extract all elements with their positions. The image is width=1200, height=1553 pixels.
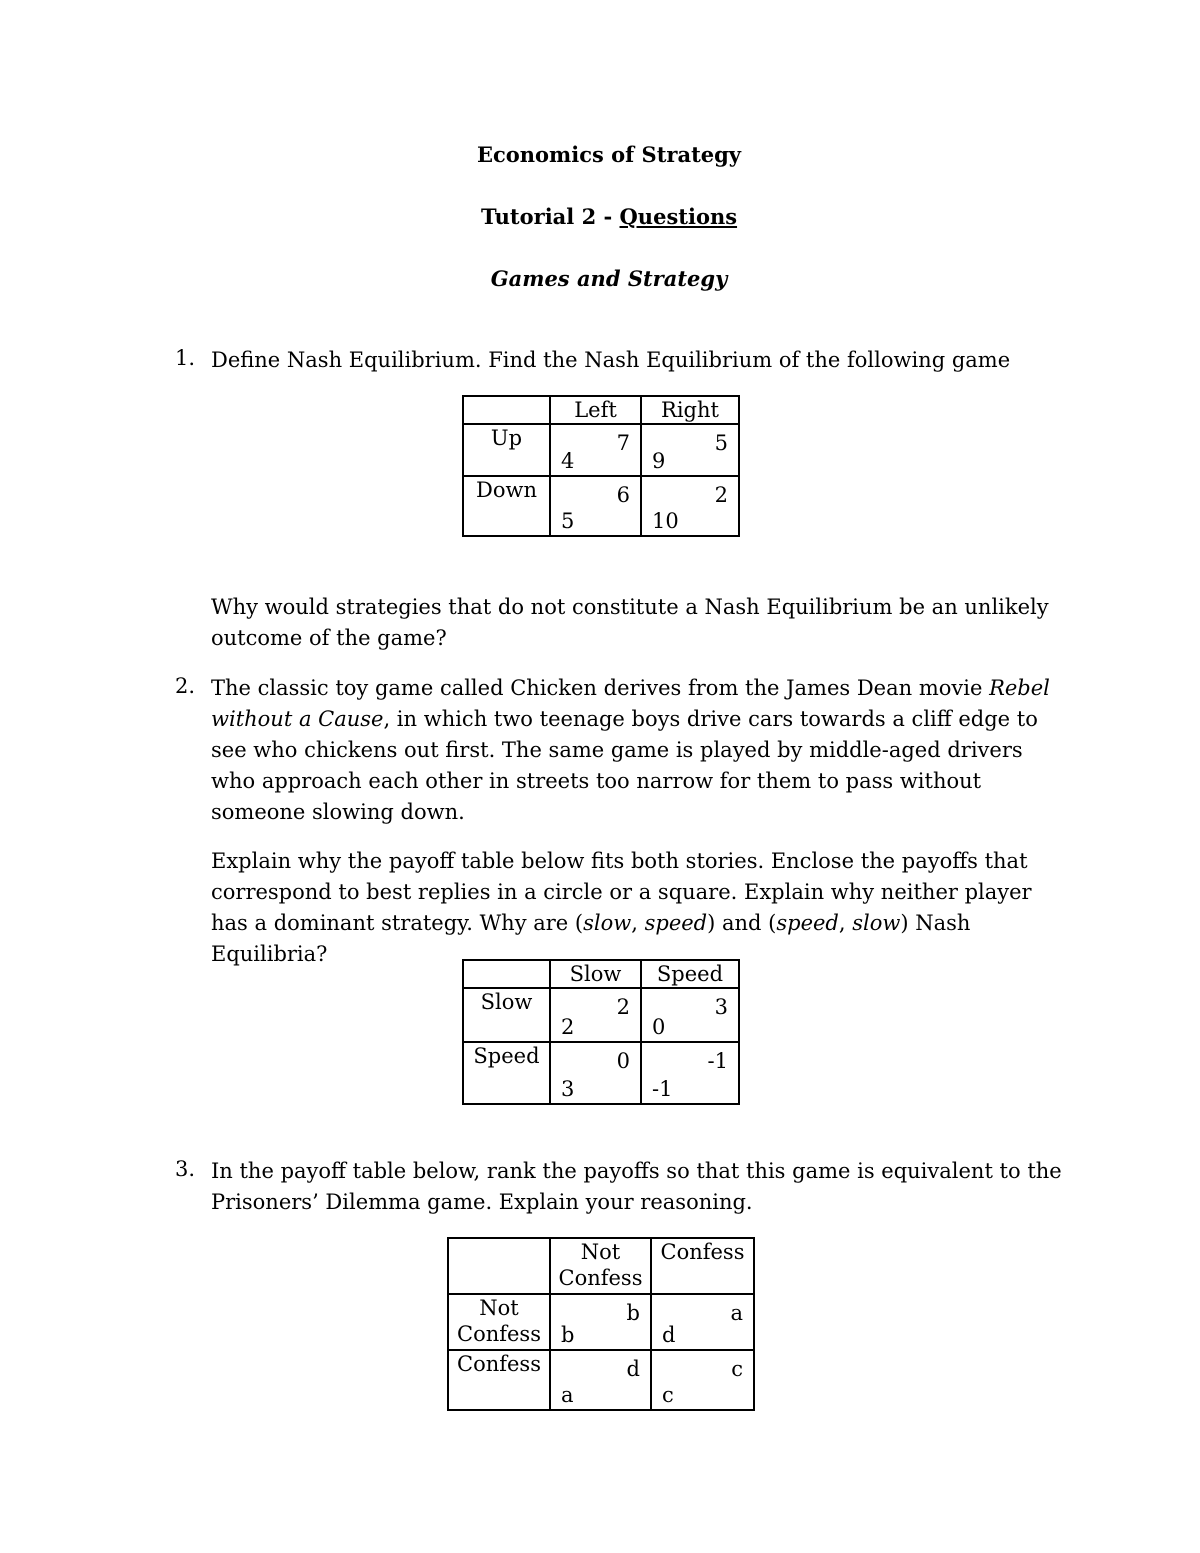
payoff-row-player: 0	[652, 1015, 666, 1039]
question-1-text: Define Nash Equilibrium. Find the Nash Equilibrium of the following game	[211, 348, 1011, 372]
movie-title: Rebel without a Cause	[211, 676, 1050, 731]
payoff-col-player: 2	[616, 995, 630, 1019]
payoff-col-player: 2	[714, 483, 728, 507]
text-span: Explain why the payoff table below fits both stories. Enclose the payoffs that correspond to best replies in a circle or a square. Explain why neither player has a dominant strategy. Why are (	[211, 849, 1032, 935]
text-span: ,	[838, 911, 853, 935]
payoff-row-player: c	[662, 1383, 674, 1407]
row-header: Not Confess	[448, 1294, 550, 1350]
question-2-number: 2.	[175, 674, 196, 698]
question-3-text: In the payoff table below, rank the payoffs so that this game is equivalent to the Prisoners’ Dilemma game. Explain your reasoning.	[211, 1159, 1062, 1214]
payoff-row-player: a	[561, 1383, 574, 1407]
text-span: ) Nash Equilibria?	[211, 911, 971, 966]
payoff-cell	[641, 476, 739, 536]
payoff-row-player: -1	[652, 1077, 673, 1101]
table-corner	[463, 396, 550, 424]
row-header: Confess	[448, 1350, 550, 1410]
payoff-row-player: 3	[561, 1077, 575, 1101]
text-span: , in which two teenage boys drive cars towards a cliff edge to see who chickens out first. The same game is played by middle-aged drivers who approach each other in streets too narrow for them to pass without someone slowing down.	[211, 707, 1038, 824]
payoff-col-player: 0	[616, 1049, 630, 1073]
strategy-term: speed	[776, 911, 839, 935]
document-title: Economics of Strategy	[476, 142, 742, 167]
text-span: The classic toy game called Chicken derives from the James Dean movie	[211, 676, 990, 700]
payoff-table-2	[462, 959, 740, 1105]
payoff-row-player: 10	[652, 509, 679, 533]
text-span: ) and (	[707, 911, 777, 935]
payoff-col-player: a	[730, 1301, 743, 1325]
col-header: Left	[550, 396, 641, 424]
text-span: ,	[631, 911, 645, 935]
payoff-cell	[550, 1042, 641, 1104]
payoff-cell	[550, 1294, 651, 1350]
col-header: Slow	[550, 960, 641, 988]
payoff-col-player: b	[626, 1301, 640, 1325]
table-corner	[463, 960, 550, 988]
section-heading: Games and Strategy	[490, 266, 728, 291]
col-header: Right	[641, 396, 739, 424]
payoff-cell	[651, 1350, 754, 1410]
payoff-table-1	[462, 395, 740, 537]
col-header: Confess	[651, 1238, 754, 1294]
question-2-paragraph-2	[211, 846, 1071, 970]
strategy-term: speed	[644, 911, 708, 935]
payoff-table-3	[447, 1237, 755, 1411]
payoff-cell	[641, 1042, 739, 1104]
payoff-row-player: 5	[561, 509, 575, 533]
payoff-row-player: d	[662, 1323, 676, 1347]
payoff-cell	[641, 424, 739, 476]
payoff-cell	[641, 988, 739, 1042]
payoff-row-player: 9	[652, 449, 666, 473]
subtitle-prefix: Tutorial 2 -	[480, 204, 620, 229]
question-2-paragraph-1	[211, 673, 1071, 828]
payoff-col-player: d	[626, 1357, 640, 1381]
table-corner	[448, 1238, 550, 1294]
strategy-term: slow	[583, 911, 632, 935]
payoff-row-player: b	[561, 1323, 575, 1347]
strategy-term: slow	[852, 911, 901, 935]
payoff-col-player: 5	[714, 431, 728, 455]
question-1-followup: Why would strategies that do not constitute a Nash Equilibrium be an unlikely outcome of the game?	[211, 595, 1049, 650]
payoff-cell	[550, 476, 641, 536]
payoff-col-player: 6	[616, 483, 630, 507]
subtitle-questions: Questions	[619, 204, 738, 229]
row-header: Speed	[463, 1042, 550, 1104]
payoff-cell	[651, 1294, 754, 1350]
row-header: Slow	[463, 988, 550, 1042]
payoff-cell	[550, 988, 641, 1042]
payoff-col-player: 3	[714, 995, 728, 1019]
payoff-row-player: 2	[561, 1015, 575, 1039]
payoff-col-player: -1	[707, 1049, 728, 1073]
payoff-row-player: 4	[561, 449, 575, 473]
payoff-cell	[550, 424, 641, 476]
question-1-number: 1.	[175, 346, 196, 370]
question-3-number: 3.	[175, 1157, 196, 1181]
col-header: Not Confess	[550, 1238, 651, 1294]
row-header: Down	[463, 476, 550, 536]
col-header: Speed	[641, 960, 739, 988]
row-header: Up	[463, 424, 550, 476]
tutorial-subtitle	[0, 204, 1200, 229]
payoff-col-player: c	[731, 1357, 743, 1381]
payoff-cell	[550, 1350, 651, 1410]
payoff-col-player: 7	[616, 431, 630, 455]
